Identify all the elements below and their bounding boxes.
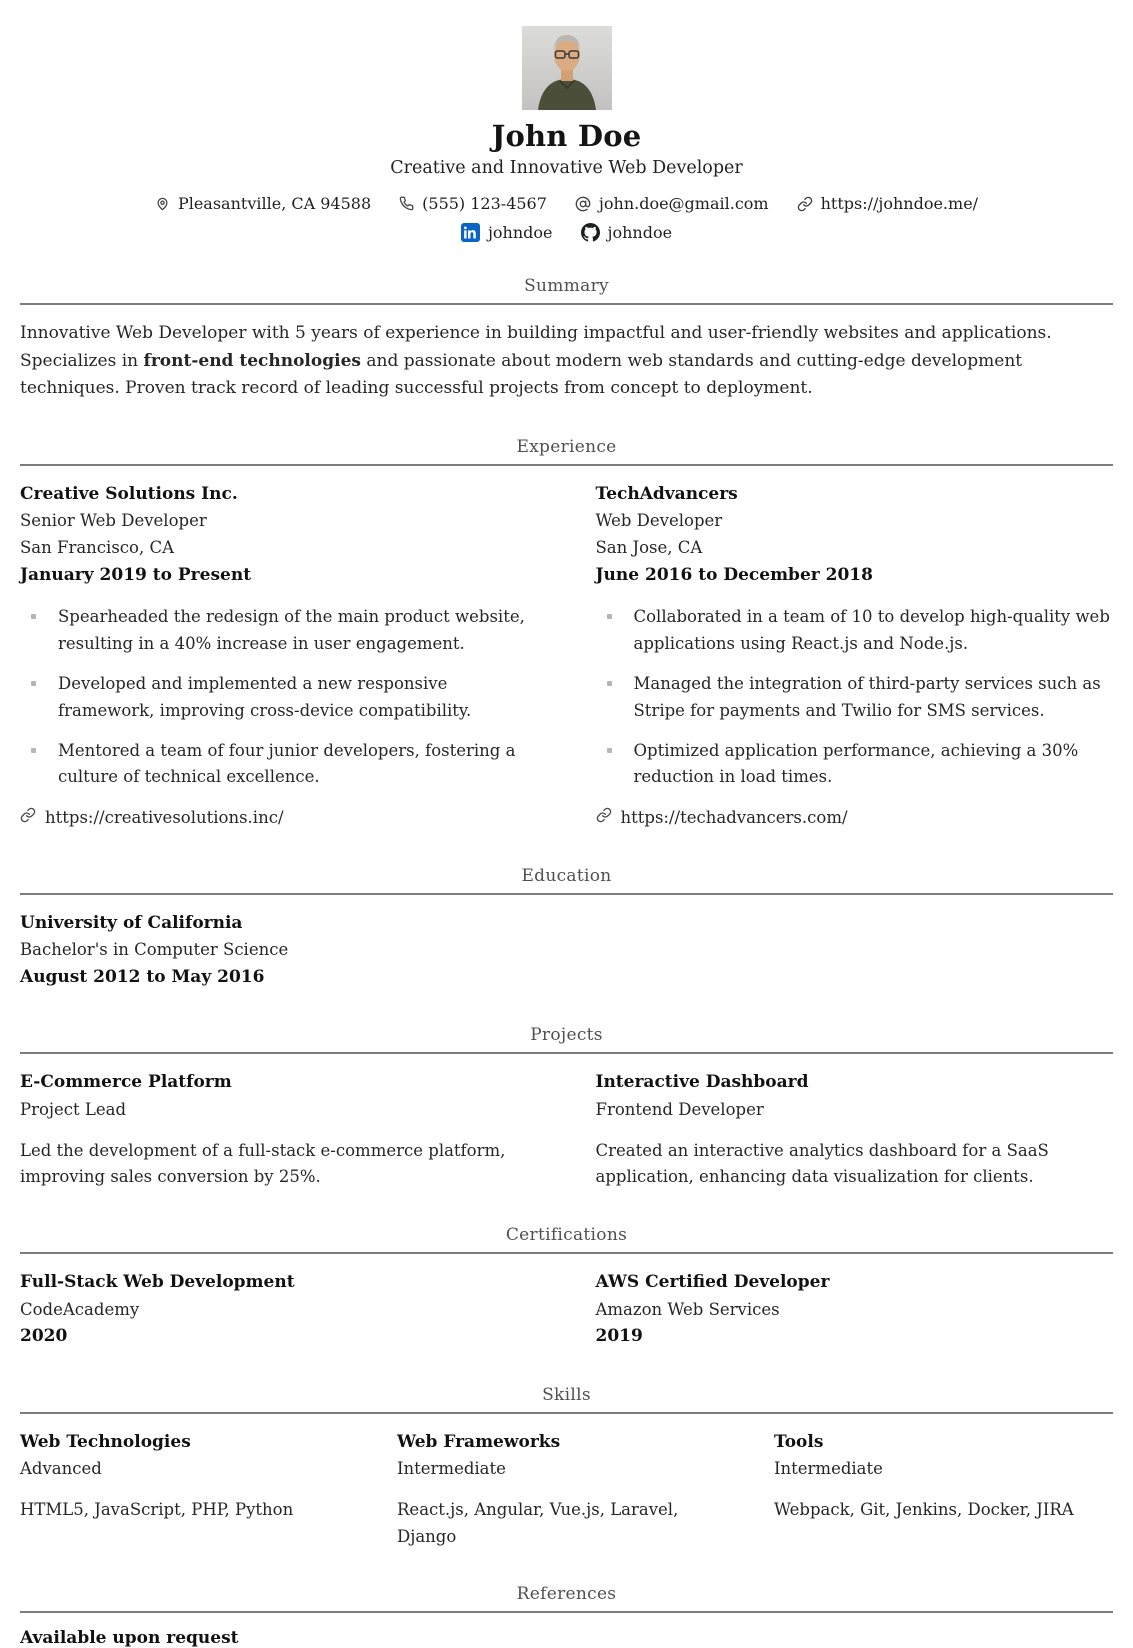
project-role: Frontend Developer [595, 1099, 764, 1119]
project-role: Project Lead [20, 1099, 127, 1119]
summary-paragraph [20, 320, 1113, 403]
phone-icon [399, 196, 414, 211]
project-description: Led the development of a full-stack e-commerce platform, improving sales conversion by 25%. [20, 1140, 506, 1187]
skill-group [397, 1429, 736, 1551]
section-skills [20, 1385, 1113, 1551]
skill-group [20, 1429, 359, 1551]
github-handle[interactable]: johndoe [607, 223, 673, 243]
experience-entry [596, 481, 1114, 832]
website-text[interactable]: https://johndoe.me/ [820, 194, 979, 214]
employment-dates: January 2019 to Present [20, 564, 252, 585]
summary-heading: Summary [20, 276, 1113, 305]
certifications-heading: Certifications [20, 1225, 1113, 1254]
skill-level: Intermediate [774, 1459, 883, 1479]
degree: Bachelor's in Computer Science [20, 940, 289, 960]
section-experience [20, 437, 1113, 832]
skill-category: Web Technologies [20, 1431, 191, 1452]
skill-items: React.js, Angular, Vue.js, Laravel, Django [397, 1500, 679, 1546]
link-icon [20, 805, 36, 832]
linkedin-icon [461, 223, 480, 242]
company-name: TechAdvancers [595, 483, 738, 504]
references-text: Available upon request [20, 1628, 239, 1648]
company-location: San Francisco, CA [20, 538, 175, 558]
email-item[interactable] [575, 194, 769, 213]
education-dates: August 2012 to May 2016 [20, 966, 265, 987]
email-text[interactable]: john.doe@gmail.com [598, 194, 769, 214]
website-item[interactable] [797, 194, 978, 213]
certification-issuer: CodeAcademy [20, 1299, 140, 1319]
employment-dates: June 2016 to December 2018 [595, 564, 873, 585]
github-icon [581, 223, 600, 242]
section-projects [20, 1025, 1113, 1191]
school-name: University of California [20, 912, 243, 933]
summary-text-before: Innovative Web Developer with 5 years of experience in building impactful and user-friendly websites and applications. Specializes in [20, 323, 1052, 371]
summary-text-bold: front-end technologies [143, 350, 361, 371]
company-url[interactable]: https://techadvancers.com/ [620, 807, 848, 827]
role-title: Web Developer [595, 511, 723, 531]
projects-grid [20, 1069, 1113, 1191]
project-name: E-Commerce Platform [20, 1072, 232, 1093]
experience-bullet: Collaborated in a team of 10 to develop high-quality web applications using React.js and Node.js. [596, 604, 1114, 657]
company-location: San Jose, CA [595, 538, 703, 558]
certification-year: 2020 [20, 1326, 68, 1347]
project-name: Interactive Dashboard [595, 1072, 809, 1093]
social-row [20, 223, 1113, 242]
skill-items: HTML5, JavaScript, PHP, Python [20, 1500, 294, 1519]
link-icon [596, 805, 612, 832]
location-item [155, 194, 371, 213]
experience-grid [20, 481, 1113, 832]
project-entry [596, 1069, 1114, 1191]
certification-entry [596, 1269, 1114, 1351]
education-entry [20, 910, 1113, 992]
projects-heading: Projects [20, 1025, 1113, 1054]
experience-bullet: Managed the integration of third-party services such as Stripe for payments and Twilio for SMS services. [596, 671, 1114, 724]
skill-level: Advanced [20, 1459, 102, 1479]
location-pin-icon [155, 196, 170, 212]
section-summary [20, 276, 1113, 403]
certification-issuer: Amazon Web Services [595, 1299, 780, 1319]
certifications-grid [20, 1269, 1113, 1351]
linkedin-handle[interactable]: johndoe [487, 223, 553, 243]
experience-bullet: Developed and implemented a new responsive framework, improving cross-device compatibility. [20, 671, 538, 724]
section-education [20, 866, 1113, 992]
company-name: Creative Solutions Inc. [20, 483, 238, 504]
role-title: Senior Web Developer [20, 511, 207, 531]
skill-level: Intermediate [397, 1459, 506, 1479]
phone-item [399, 194, 547, 213]
project-entry [20, 1069, 538, 1191]
references-heading: References [20, 1584, 1113, 1613]
profile-photo [522, 26, 612, 110]
skills-grid [20, 1429, 1113, 1551]
education-heading: Education [20, 866, 1113, 895]
skills-heading: Skills [20, 1385, 1113, 1414]
certification-name: Full-Stack Web Development [20, 1271, 295, 1292]
profile-photo-illustration [522, 26, 612, 110]
skill-items: Webpack, Git, Jenkins, Docker, JIRA [774, 1500, 1074, 1519]
job-title: Creative and Innovative Web Developer [390, 158, 743, 179]
experience-bullet-list [596, 604, 1114, 790]
at-sign-icon [575, 196, 591, 212]
experience-bullet-list [20, 604, 538, 790]
experience-heading: Experience [20, 437, 1113, 466]
github-item[interactable] [581, 223, 673, 242]
company-url[interactable]: https://creativesolutions.inc/ [45, 807, 284, 827]
linkedin-item[interactable] [461, 223, 553, 242]
project-description: Created an interactive analytics dashboard for a SaaS application, enhancing data visualization for clients. [595, 1140, 1049, 1187]
company-link-row [596, 805, 1114, 832]
section-certifications [20, 1225, 1113, 1351]
phone-text: (555) 123-4567 [422, 194, 547, 214]
section-references [20, 1584, 1113, 1648]
company-link-row [20, 805, 538, 832]
contact-row [20, 194, 1113, 213]
location-text: Pleasantville, CA 94588 [177, 194, 372, 214]
summary-text-after: and passionate about modern web standards and cutting-edge development techniques. Proven track record of leading successful projects from concept to deployment. [20, 350, 1023, 399]
certification-year: 2019 [595, 1326, 643, 1347]
experience-bullet: Optimized application performance, achieving a 30% reduction in load times. [596, 738, 1114, 791]
skill-group [774, 1429, 1113, 1551]
link-icon [797, 196, 813, 212]
skill-category: Tools [774, 1431, 824, 1452]
experience-bullet: Mentored a team of four junior developers, fostering a culture of technical excellence. [20, 738, 538, 791]
experience-bullet: Spearheaded the redesign of the main product website, resulting in a 40% increase in user engagement. [20, 604, 538, 657]
skill-category: Web Frameworks [397, 1431, 561, 1452]
certification-name: AWS Certified Developer [595, 1271, 830, 1292]
certification-entry [20, 1269, 538, 1351]
experience-entry [20, 481, 538, 832]
name-heading: John Doe [491, 119, 642, 153]
resume-header [20, 26, 1113, 242]
